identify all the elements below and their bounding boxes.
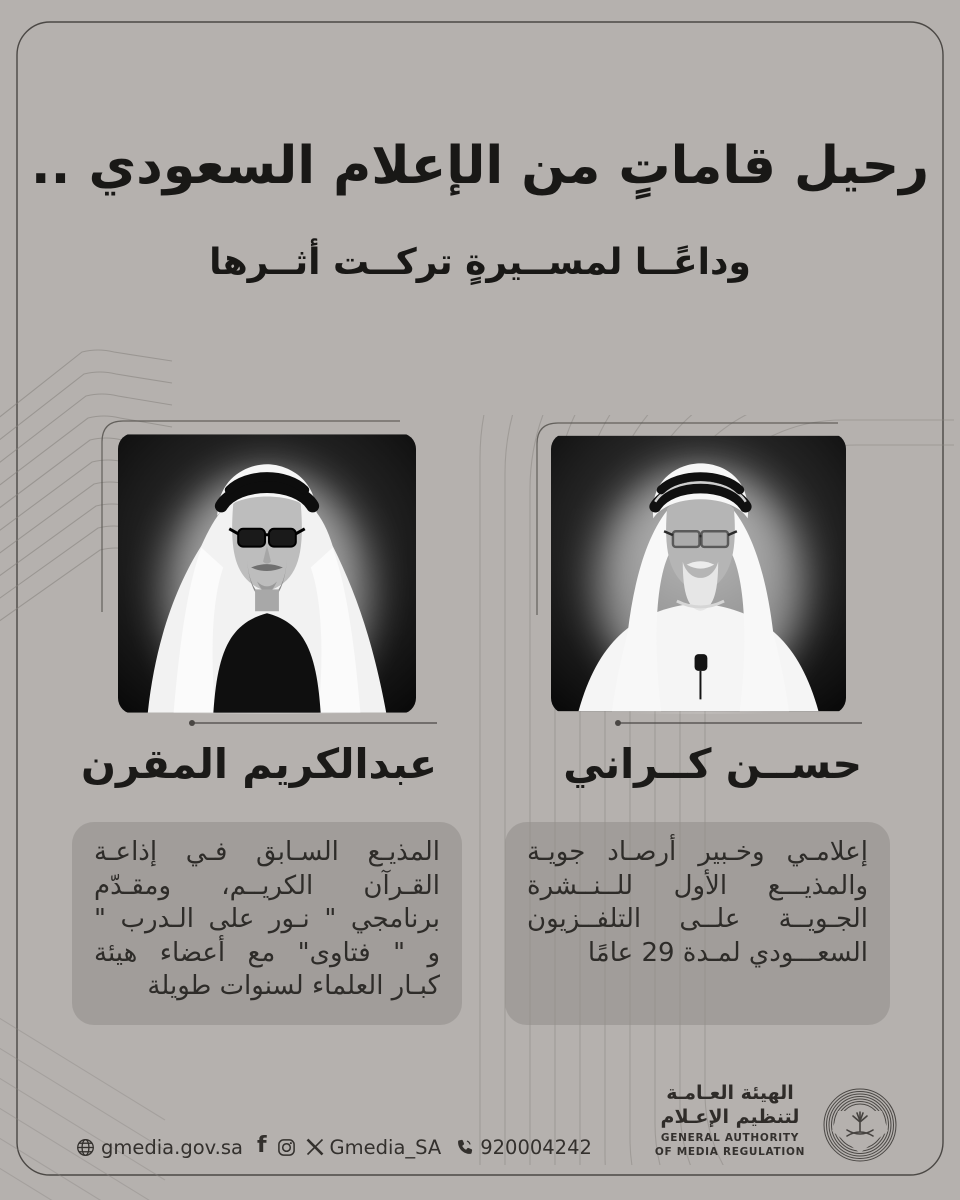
- person-name-hassan: حســن كــراني: [563, 740, 862, 788]
- bio-line: والمذيـــع الأول للــنــشرة: [527, 870, 868, 901]
- x-twitter-icon[interactable]: [306, 1138, 324, 1156]
- page-title: رحيل قاماتٍ من الإعلام السعودي ..: [30, 136, 930, 196]
- bio-line: المذيـع السـابق فـي إذاعـة: [94, 837, 440, 867]
- portrait-photo-abdulkarim: [118, 433, 416, 714]
- bio-line: الجـويــة علــى التلفــزيون: [527, 904, 868, 934]
- name-rules: [189, 720, 862, 726]
- bio-line: برنامجي " نـور على الـدرب ": [94, 904, 440, 934]
- instagram-icon[interactable]: [277, 1138, 296, 1157]
- authority-en-line1: GENERAL AUTHORITY: [660, 1132, 800, 1144]
- person-name-abdulkarim: عبدالكريم المقرن: [81, 740, 437, 788]
- contact-bar: [76, 1133, 592, 1161]
- bottom-left-hatch: [0, 1000, 165, 1200]
- authority-ar-line1: الهيئة العـامـة: [666, 1082, 794, 1104]
- authority-en-line2: OF MEDIA REGULATION: [654, 1145, 806, 1158]
- bio-box-abdulkarim: [72, 822, 462, 1025]
- bio-box-hassan: [505, 822, 890, 1025]
- portrait-illustration-left: [118, 433, 416, 714]
- bio-line: كبـار العلماء لسنوات طويلة: [147, 971, 440, 1001]
- bio-line: إعلامـي وخـبير أرصـاد جويـة: [527, 837, 868, 867]
- authority-name-english: [652, 1132, 808, 1159]
- bio-line: و " فتاوى" مع أعضاء هيئة: [94, 937, 440, 968]
- authority-logo: [820, 1085, 900, 1165]
- phone-number[interactable]: 920004242: [480, 1135, 592, 1159]
- facebook-icon[interactable]: f: [256, 1133, 267, 1158]
- bio-line: السعـــودي لمـدة 29 عامًا: [587, 937, 868, 968]
- globe-icon[interactable]: [76, 1138, 95, 1157]
- authority-name-arabic: [652, 1082, 808, 1129]
- authority-ar-line2: لتنظيم الإعـلام: [660, 1105, 800, 1128]
- social-handle[interactable]: Gmedia_SA: [329, 1135, 442, 1159]
- page-subtitle: وداعًــا لمســيرةٍ تركــت أثــرها: [209, 242, 751, 283]
- website-link[interactable]: gmedia.gov.sa: [101, 1135, 243, 1159]
- phone-icon[interactable]: [455, 1138, 474, 1157]
- portrait-illustration-right: [551, 433, 846, 714]
- portrait-photo-hassan: [551, 433, 846, 714]
- bio-line: القـرآن الكريــم، ومقـدّم: [94, 870, 440, 901]
